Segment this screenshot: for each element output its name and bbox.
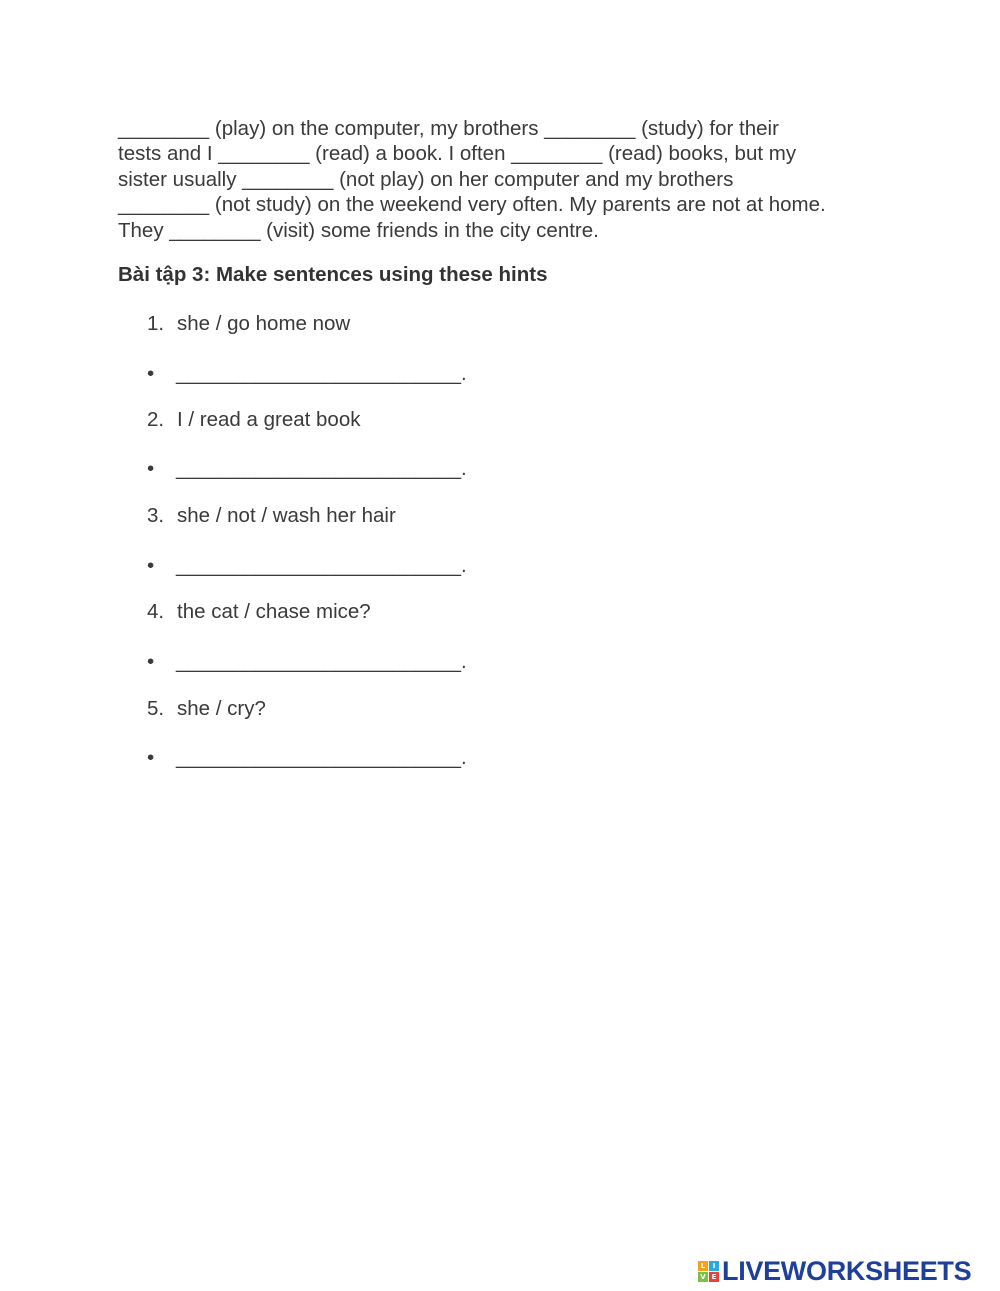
fill-in-paragraph	[118, 116, 908, 243]
hint-text: I / read a great book	[177, 408, 361, 431]
bullet: •	[147, 554, 155, 577]
item-number: 3.	[147, 504, 165, 527]
hint-text: she / go home now	[177, 312, 351, 335]
logo-mark-icon	[698, 1261, 719, 1282]
logo-mark-cell: L	[698, 1261, 708, 1271]
item-number: 4.	[147, 600, 165, 623]
logo-mark-cell: E	[709, 1272, 719, 1282]
logo-mark-cell: V	[698, 1272, 708, 1282]
answer-blank[interactable]: _________________________.	[176, 650, 467, 673]
paragraph-line: sister usually ________ (not play) on her computer and my brothers	[118, 167, 734, 191]
hint-text: she / not / wash her hair	[177, 504, 396, 527]
paragraph-line: tests and I ________ (read) a book. I often ________ (read) books, but my	[118, 142, 797, 166]
answer-blank[interactable]: _________________________.	[176, 362, 467, 385]
logo-text: LIVEWORKSHEETS	[722, 1255, 972, 1286]
bullet: •	[147, 650, 155, 673]
bullet: •	[147, 746, 155, 769]
paragraph-line: ________ (play) on the computer, my brothers ________ (study) for their	[118, 117, 779, 140]
answer-blank[interactable]: _________________________.	[176, 554, 467, 577]
hint-text: she / cry?	[177, 697, 266, 720]
item-number: 1.	[147, 312, 165, 335]
paragraph-line: ________ (not study) on the weekend very often. My parents are not at home.	[118, 193, 826, 217]
answer-blank[interactable]: _________________________.	[176, 457, 467, 480]
item-number: 2.	[147, 408, 165, 431]
hint-text: the cat / chase mice?	[177, 600, 371, 623]
logo-mark-cell: I	[709, 1261, 719, 1271]
item-number: 5.	[147, 697, 165, 720]
paragraph-line: They ________ (visit) some friends in the city centre.	[118, 218, 599, 242]
exercise-heading: Bài tập 3: Make sentences using these hints	[118, 263, 548, 286]
liveworksheets-logo	[698, 1256, 971, 1286]
bullet: •	[147, 457, 155, 480]
bullet: •	[147, 362, 155, 385]
answer-blank[interactable]: _________________________.	[176, 746, 467, 769]
